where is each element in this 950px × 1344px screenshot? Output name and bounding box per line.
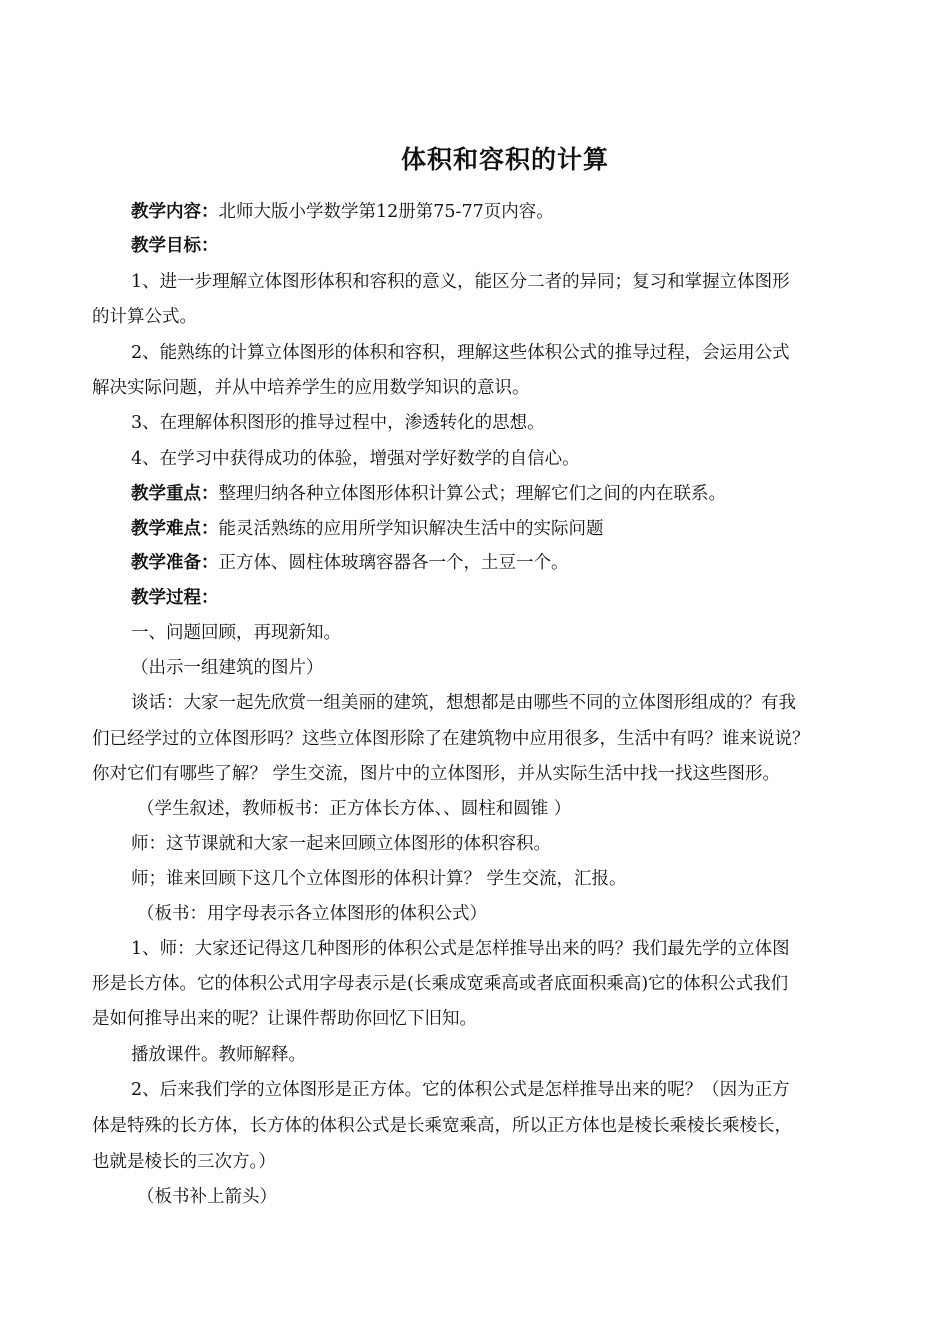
objective-4: 4、在学习中获得成功的体验，增强对学好数学的自信心。 (131, 449, 580, 469)
key-point-label: 教学重点： (131, 484, 219, 504)
paragraph-teacher-1: 师：这节课就和大家一起来回顾立体图形的体积容积。 (131, 834, 551, 854)
objective-1-line-1: 1、进一步理解立体图形体积和容积的意义，能区分二者的异同；复习和掌握立体图形 (131, 272, 790, 292)
paragraph-show-pictures: （出示一组建筑的图片） (131, 658, 324, 678)
dialogue-line-2: 们已经学过的立体图形吗？这些立体图形除了在建筑物中应用很多，生活中有吗？谁来说说？ (92, 729, 810, 749)
step-1-line-1: 1、师：大家还记得这几种图形的体积公式是怎样推导出来的吗？我们最先学的立体图 (131, 939, 790, 959)
key-point-text: 整理归纳各种立体图形体积计算公式；理解它们之间的内在联系。 (218, 484, 726, 504)
difficulty-label: 教学难点： (131, 519, 219, 539)
paragraph-play-courseware: 播放课件。教师解释。 (131, 1045, 306, 1065)
content-label: 教学内容： (131, 202, 219, 222)
dialogue-line-1: 谈话：大家一起先欣赏一组美丽的建筑，想想都是由哪些不同的立体图形组成的？有我 (131, 693, 796, 713)
paragraph-board-arrow: （板书补上箭头） (137, 1187, 277, 1207)
page-title: 体积和容积的计算 (400, 145, 609, 174)
paragraph-board-note: （板书：用字母表示各立体图形的体积公式） (137, 904, 487, 924)
paragraph-student-narration: （学生叙述，教师板书：正方体长方体、、圆柱和圆锥 ） (137, 799, 572, 819)
step-2-line-1: 2、后来我们学的立体图形是正方体。它的体积公式是怎样推导出来的呢？（因为正方 (131, 1080, 790, 1100)
objective-1-line-2: 的计算公式。 (92, 307, 197, 327)
key-point-line (131, 482, 726, 506)
content-text: 北师大版小学数学第12册第75-77页内容。 (218, 202, 554, 222)
step-1-line-3: 是如何推导出来的呢？让课件帮助你回忆下旧知。 (92, 1009, 477, 1029)
objective-3: 3、在理解体积图形的推导过程中，渗透转化的思想。 (131, 413, 545, 433)
objective-2-line-1: 2、能熟练的计算立体图形的体积和容积，理解这些体积公式的推导过程，会运用公式 (131, 343, 790, 363)
step-2-line-3: 也就是棱长的三次方。） (92, 1152, 276, 1172)
content-line (131, 200, 554, 224)
objectives-label: 教学目标： (131, 236, 219, 256)
step-1-line-2: 形是长方体。它的体积公式用字母表示是(长乘成宽乘高或者底面积乘高)它的体积公式我们 (92, 974, 789, 994)
objective-2-line-2: 解决实际问题，并从中培养学生的应用数学知识的意识。 (92, 378, 530, 398)
preparation-text: 正方体、圆柱体玻璃容器各一个，土豆一个。 (218, 553, 569, 573)
difficulty-text: 能灵活熟练的应用所学知识解决生活中的实际问题 (218, 519, 604, 539)
dialogue-line-3: 你对它们有哪些了解？ 学生交流，图片中的立体图形，并从实际生活中找一找这些图形。 (92, 764, 781, 784)
preparation-line (131, 551, 569, 575)
section-heading-1: 一、问题回顾，再现新知。 (131, 623, 341, 643)
preparation-label: 教学准备： (131, 553, 219, 573)
paragraph-teacher-2: 师；谁来回顾下这几个立体图形的体积计算？ 学生交流，汇报。 (131, 869, 627, 889)
process-label: 教学过程： (131, 588, 219, 608)
step-2-line-2: 体是特殊的长方体，长方体的体积公式是长乘宽乘高，所以正方体也是棱长乘棱长乘棱长， (92, 1116, 792, 1136)
difficulty-line (131, 517, 604, 541)
